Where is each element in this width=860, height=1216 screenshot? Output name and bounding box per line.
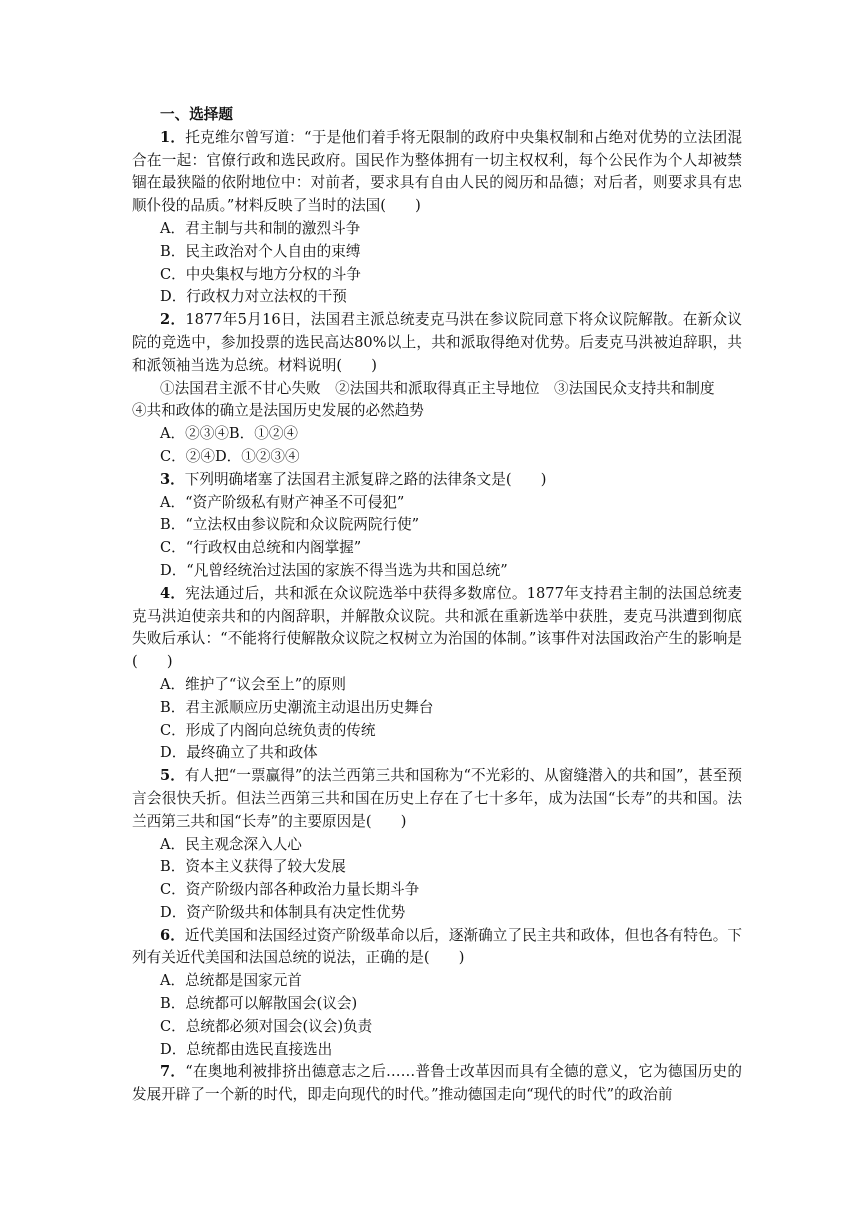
option-ab: A．②③④B．①②④ bbox=[160, 425, 299, 443]
question-stem bbox=[132, 469, 742, 492]
option-b: B．资本主义获得了较大发展 bbox=[160, 858, 346, 876]
question-text: “在奥地利被排挤出德意志之后……普鲁士改革因而具有全德的意义，它为德国历史的发展开辟了一个新的时代，即走向现代的时代。”推动德国走向“现代的时代”的政治前 bbox=[132, 1063, 742, 1104]
option-c: C．总统都必须对国会(议会)负责 bbox=[160, 1017, 373, 1035]
question-stem bbox=[132, 765, 742, 833]
question-5 bbox=[132, 765, 742, 925]
question-number: 5． bbox=[160, 767, 185, 785]
question-stem bbox=[132, 1061, 742, 1107]
question-text: 宪法通过后，共和派在众议院选举中获得多数席位。1877年支持君主制的法国总统麦克马洪迫使亲共和的内阁辞职，并解散众议院。共和派在重新选举中获胜，麦克马洪遭到彻底失败后承认：“不能将行使解散众议院之权树立为治国的体制。”该事件对法国政治产生的影响是( ) bbox=[132, 584, 742, 671]
option-c: C．资产阶级内部各种政治力量长期斗争 bbox=[160, 881, 420, 899]
question-number: 3． bbox=[160, 470, 185, 488]
question-1 bbox=[132, 127, 742, 309]
option-c: C．“行政权由总统和内阁掌握” bbox=[160, 539, 362, 557]
option-b: B．君主派顺应历史潮流主动退出历史舞台 bbox=[160, 698, 434, 716]
option-b: B．总统都可以解散国会(议会) bbox=[160, 995, 358, 1013]
question-6 bbox=[132, 925, 742, 1062]
option-d: D．行政权力对立法权的干预 bbox=[160, 288, 347, 306]
question-stem bbox=[132, 309, 742, 377]
option-c: C．形成了内阁向总统负责的传统 bbox=[160, 721, 376, 739]
question-text: 近代美国和法国经过资产阶级革命以后，逐渐确立了民主共和政体，但也各有特色。下列有关近代美国和法国总统的说法，正确的是( ) bbox=[132, 926, 742, 967]
question-stem bbox=[132, 127, 742, 218]
option-d: D．最终确立了共和政体 bbox=[160, 744, 318, 762]
question-2 bbox=[132, 309, 742, 469]
question-4 bbox=[132, 583, 742, 765]
question-number: 6． bbox=[160, 926, 185, 944]
option-b: B．“立法权由参议院和众议院两院行使” bbox=[160, 516, 420, 534]
option-a: A．维护了“议会至上”的原则 bbox=[160, 675, 346, 693]
question-number: 1． bbox=[160, 128, 186, 146]
question-number: 4． bbox=[160, 584, 186, 602]
option-a: A．“资产阶级私有财产神圣不可侵犯” bbox=[160, 493, 405, 511]
question-text: 下列明确堵塞了法国君主派复辟之路的法律条文是( ) bbox=[184, 470, 547, 488]
exam-page bbox=[132, 104, 742, 1107]
question-text: 托克维尔曾写道：“于是他们着手将无限制的政府中央集权制和占绝对优势的立法团混合在一起：官僚行政和选民政府。国民作为整体拥有一切主权权利，每个公民作为个人却被禁锢在最狭隘的依附地位中：对前者，要求具有自由人民的阅历和品德；对后者，则要求具有忠顺仆役的品质。”材料反映了当时的法国( ) bbox=[132, 128, 743, 215]
question-text: 1877年5月16日，法国君主派总统麦克马洪在参议院同意下将众议院解散。在新众议院的竞选中，参加投票的选民高达80%以上，共和派取得绝对优势。后麦克马洪被迫辞职，共和派领袖当选为总统。材料说明( ) bbox=[132, 311, 743, 374]
option-a: A．民主观念深入人心 bbox=[160, 835, 302, 853]
question-number: 7． bbox=[160, 1063, 186, 1081]
option-d: D．总统都由选民直接选出 bbox=[160, 1040, 333, 1058]
option-a: A．君主制与共和制的激烈斗争 bbox=[160, 219, 361, 237]
question-7 bbox=[132, 1061, 742, 1107]
option-a: A．总统都是国家元首 bbox=[160, 972, 302, 990]
question-3 bbox=[132, 469, 742, 583]
option-c: C．中央集权与地方分权的斗争 bbox=[160, 265, 361, 283]
question-number: 2． bbox=[160, 311, 186, 329]
option-cd: C．②④D．①②③④ bbox=[160, 447, 300, 465]
question-text: 有人把“一票赢得”的法兰西第三共和国称为“不光彩的、从窗缝潜入的共和国”，甚至预言会很快夭折。但法兰西第三共和国在历史上存在了七十多年，成为法国“长寿”的共和国。法兰西第三共和国“长寿”的主要原因是( ) bbox=[132, 767, 742, 830]
section-title: 一、选择题 bbox=[160, 106, 233, 123]
option-d: D．“凡曾经统治过法国的家族不得当选为共和国总统” bbox=[160, 561, 508, 579]
option-d: D．资产阶级共和体制具有决定性优势 bbox=[160, 903, 406, 921]
statements-list: ①法国君主派不甘心失败 ②法国共和派取得真正主导地位 ③法国民众支持共和制度 ④共和政体的确立是法国历史发展的必然趋势 bbox=[132, 379, 730, 420]
question-stem bbox=[132, 925, 742, 971]
question-stem bbox=[132, 583, 742, 674]
option-b: B．民主政治对个人自由的束缚 bbox=[160, 242, 361, 260]
